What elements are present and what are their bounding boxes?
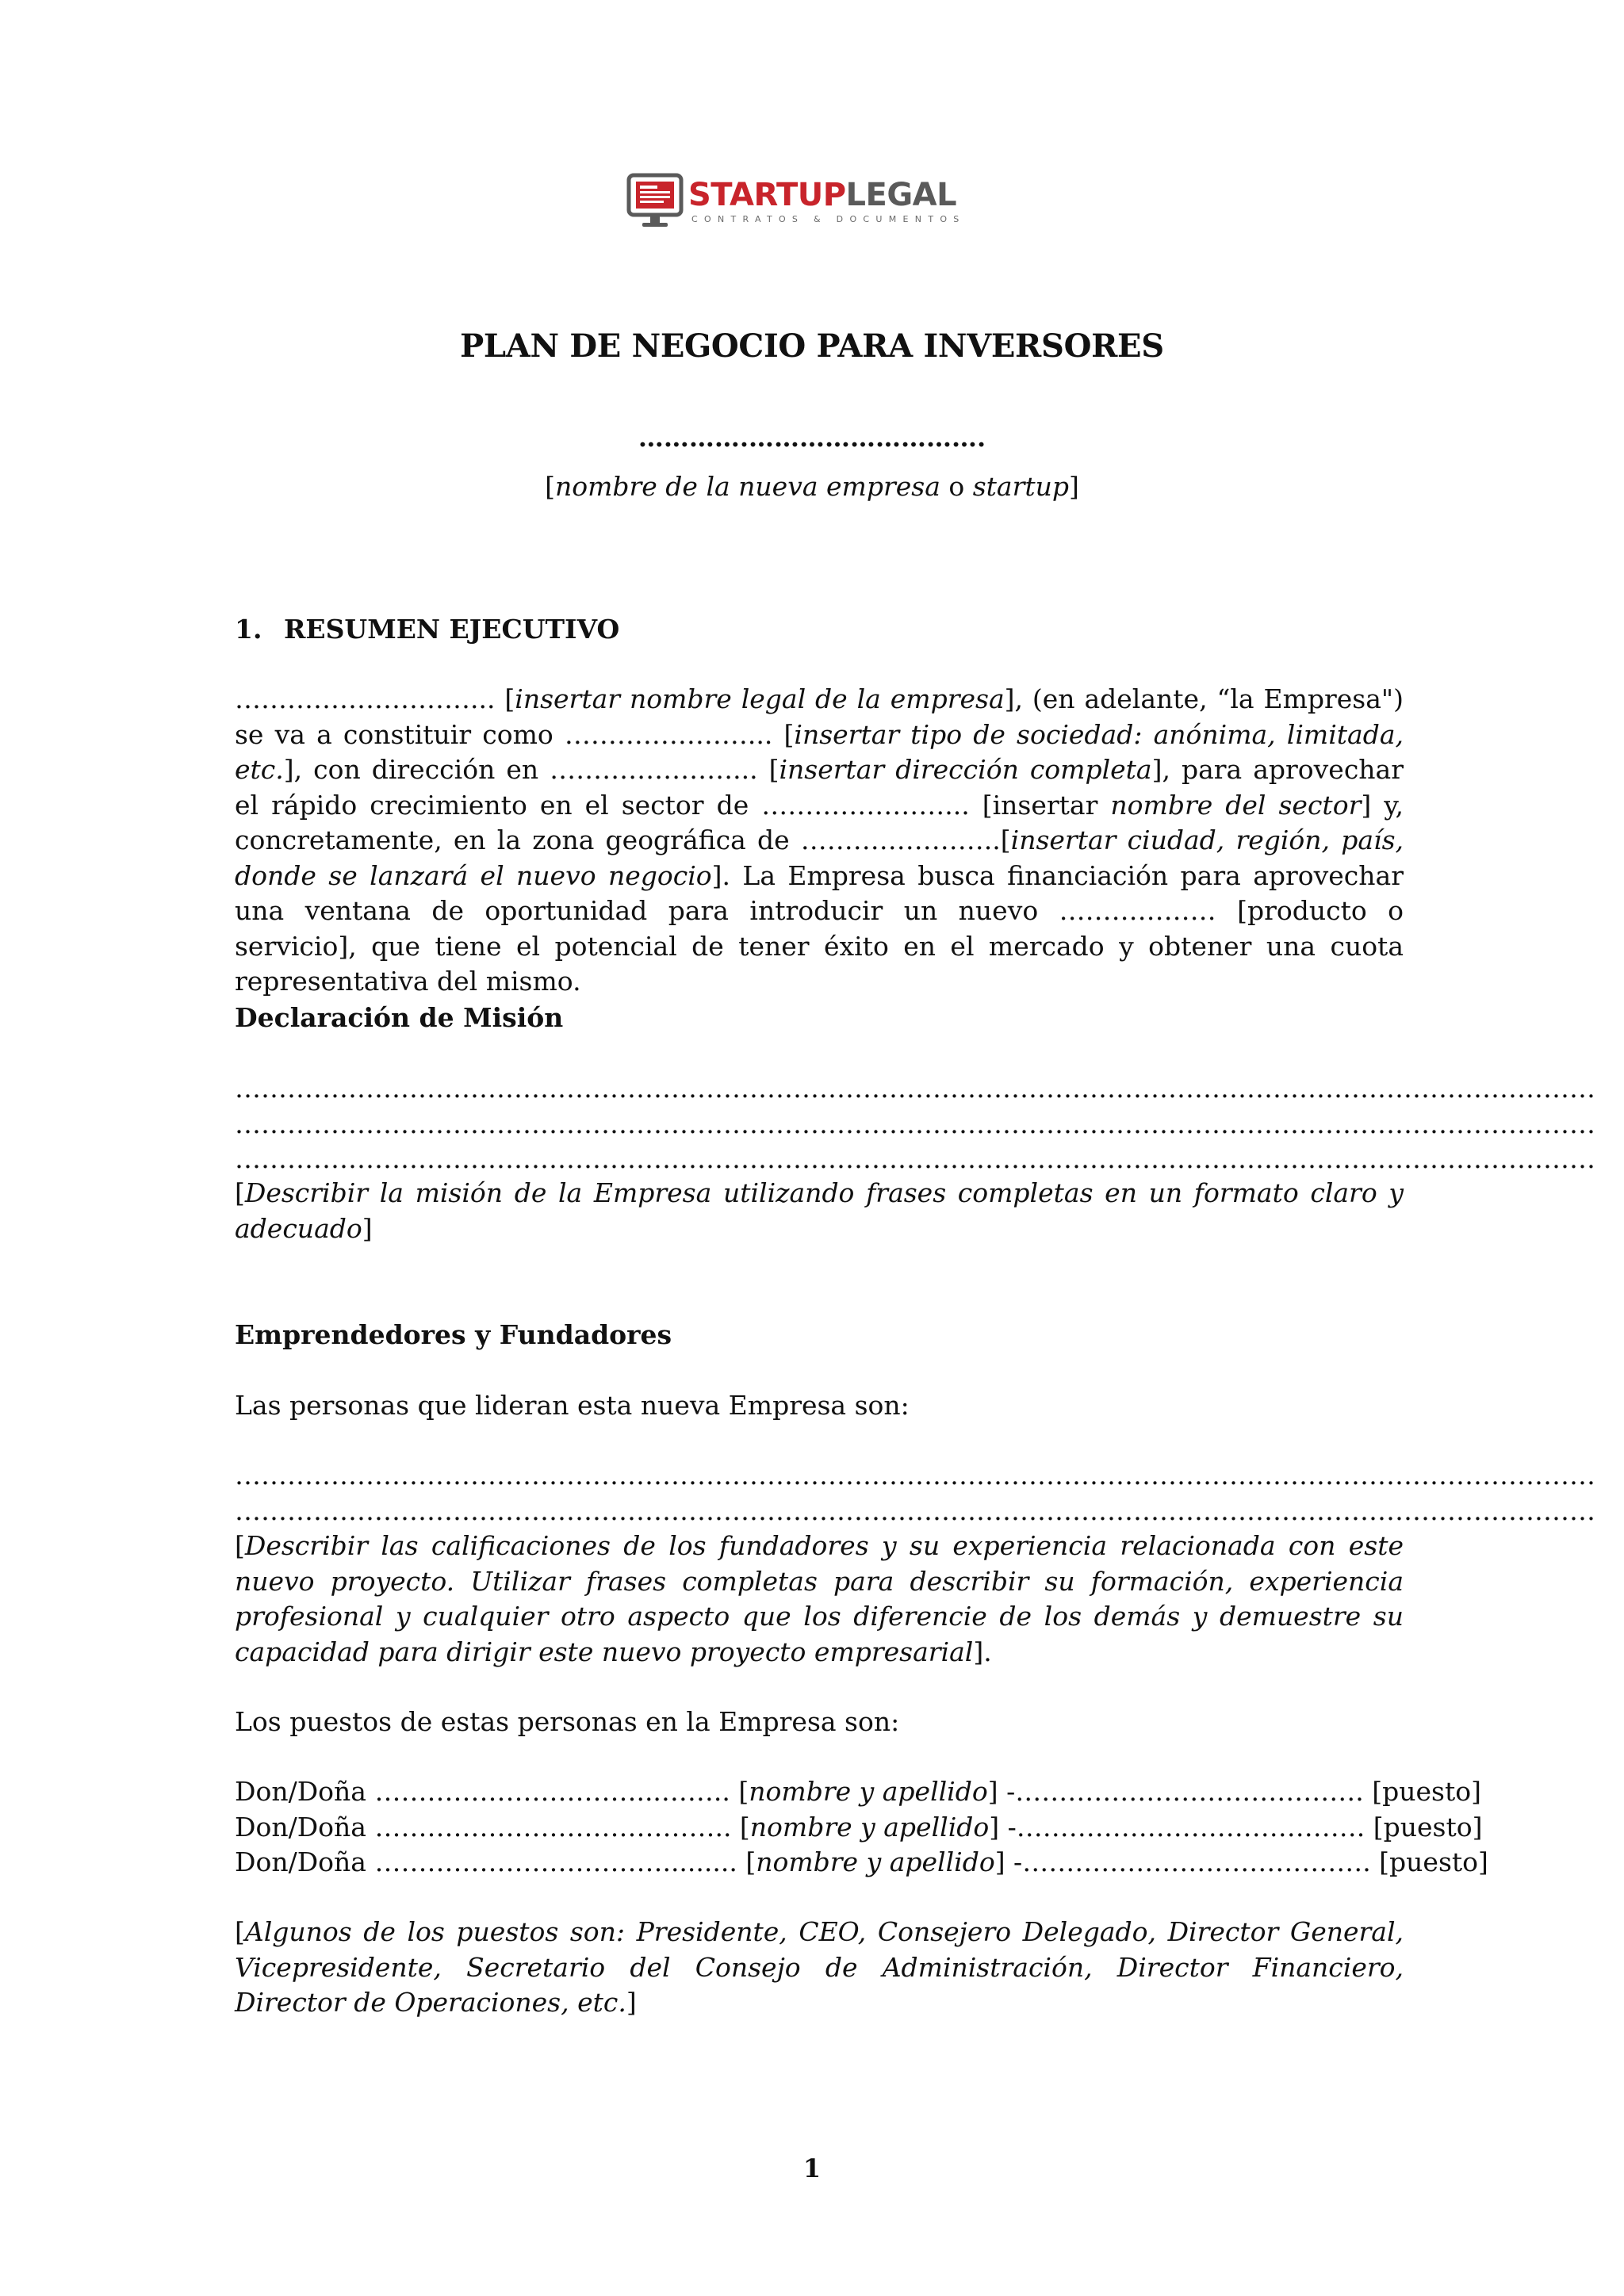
executive-summary-paragraph: ………………………... [insertar nombre legal de la empresa], (en adelante, “la Empresa") se va a constituir como …………………... [insertar tipo de sociedad: anónima, limitada, etc.], con dirección en …………………... [insertar dirección completa], para aprovechar el rápido crecimiento en el sector de …………………... [insertar nombre del sector] y, concretamente, en la zona geográfica de …………………..[insertar ciudad, región, país, donde se lanzará el nuevo negocio]. La Empresa busca financiación para aprovechar una ventana de oportunidad para introducir un nuevo ……………… [producto o servicio], que tiene el potencial de tener éxito en el mercado y obtener una cuota representativa del mismo. — [235, 683, 1404, 997]
brand-tagline: CONTRATOS & DOCUMENTOS — [691, 214, 966, 224]
founders-blank-lines — [235, 1458, 1595, 1529]
blank-line: ………………………………………………………………………………………………………………………………………… — [235, 1108, 1595, 1139]
document-title: PLAN DE NEGOCIO PARA INVERSORES — [460, 327, 1164, 365]
positions-list — [235, 1774, 1488, 1881]
blank-line: ………………………………………………………………………………………………………………………………………… — [235, 1460, 1595, 1490]
blank-line: ………………………………………………………………………………………………………………………………………… — [235, 1494, 1595, 1526]
position-row: Don/Doña ………………………………….. [nombre y apellido] - …………………………………. [puesto] — [235, 1811, 1483, 1843]
position-row: Don/Doña …………………………...…….. [nombre y apellido] - …………………………………. [puesto] — [235, 1776, 1481, 1807]
startuplegal-logo — [626, 173, 966, 236]
monitor-document-icon — [626, 173, 684, 232]
mission-hint: [Describir la misión de la Empresa utilizando frases completas en un formato claro y adecuado] — [235, 1177, 1404, 1244]
position-row: Don/Doña ……………………………......... [nombre y apellido] - …………………………………. [puesto] — [235, 1846, 1488, 1877]
section-1-heading: 1. RESUMEN EJECUTIVO — [235, 614, 620, 645]
founders-intro: Las personas que lideran esta nueva Empresa son: — [235, 1390, 910, 1421]
positions-examples: [Algunos de los puestos son: Presidente, CEO, Consejero Delegado, Director General, Vicepresidente, Secretario del Consejo de Administración, Director Financiero, Director de Operaciones, etc.] — [235, 1916, 1404, 2018]
brand-name: STARTUPLEGAL — [688, 177, 957, 213]
blank-line: ………………………………………………………………………………………………………………………………………… — [235, 1143, 1595, 1174]
mission-blank-lines — [235, 1071, 1595, 1177]
mission-heading: Declaración de Misión — [235, 1002, 564, 1033]
page-number: 1 — [802, 2153, 822, 2183]
founders-heading: Emprendedores y Fundadores — [235, 1319, 672, 1350]
positions-intro: Los puestos de estas personas en la Empresa son: — [235, 1706, 900, 1737]
company-name-hint: [nombre de la nueva empresa o startup] — [545, 471, 1079, 502]
founders-hint: [Describir las calificaciones de los fundadores y su experiencia relacionada con este nuevo proyecto. Utilizar frases completas para describir su formación, experiencia profesional y cualquier otro aspecto que los diferencie de los demás y demuestre su capacidad para dirigir este nuevo proyecto empresarial]. — [235, 1530, 1404, 1667]
blank-line: ………………………………………………………………………………………………………………………………………… — [235, 1073, 1595, 1104]
company-name-blank: ………….………………………. — [638, 423, 986, 453]
